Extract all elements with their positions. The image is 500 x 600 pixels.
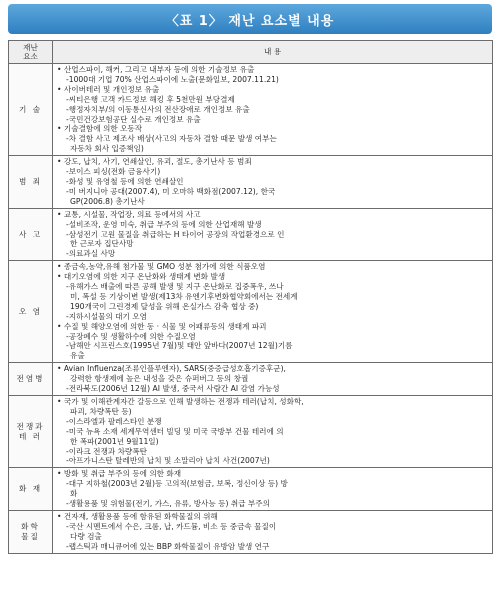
row-content (53, 208, 493, 261)
content-line: -이스라엘과 팔레스타인 분쟁 (66, 416, 162, 426)
header-category: 재난 요소 (9, 41, 53, 64)
table-row (9, 510, 493, 553)
table-title-bar (8, 4, 492, 34)
content-line: -남해안 시프린스호(1995년 7월)및 태안 앞바다(2007년 12월)기름 (66, 341, 293, 351)
content-line: -삼성전기 고원 물질을 취급하는 H 타이어 공장의 작업환경으로 인 (66, 229, 285, 239)
table-row (9, 261, 493, 363)
table-body (9, 64, 493, 554)
content-line: -랩스틱과 매니큐어에 있는 BBP 화학물질이 유방암 발생 연구 (66, 541, 270, 551)
table-header-row (9, 41, 493, 64)
content-line: • 기술결함에 의한 오동작 (57, 124, 143, 134)
row-category: 화학 물질 (9, 510, 53, 553)
content-line: 한 폭파(2001년 9월11일) (70, 436, 159, 446)
content-line: -미 버지니아 공대(2007.4), 미 오마하 백화점(2007.12), 한국 (66, 186, 276, 196)
row-category: 범 죄 (9, 156, 53, 209)
content-line: -공장폐수 및 생활하수에 의한 수질오염 (66, 331, 196, 341)
row-category: 전쟁과 테 러 (9, 396, 53, 468)
disaster-elements-table (8, 40, 493, 554)
content-line: 다량 검출 (70, 531, 102, 541)
content-line: -의료과실 사망 (66, 249, 116, 259)
table-row (9, 396, 493, 468)
content-line: -1000대 기업 70% 산업스파이에 노출(문화일보, 2007.11.21) (66, 74, 279, 84)
content-line: -생활용품 및 위험물(전기, 가스, 유류, 방사능 등) 취급 부주의 (66, 499, 270, 509)
content-line: • 강도, 납치, 사기, 연쇄살인, 유괴, 절도, 총기난사 등 범죄 (57, 157, 252, 167)
row-category: 사 고 (9, 208, 53, 261)
content-line: 파괴, 차량폭탄 등) (70, 406, 132, 416)
content-line: -지하시설물의 대기 오염 (66, 311, 147, 321)
row-content (53, 468, 493, 511)
content-line: 자동차 회사 입증책임) (70, 144, 144, 154)
content-line: -국민건강보험공단 실수로 개인정보 유출 (66, 114, 201, 124)
row-content (53, 396, 493, 468)
row-category: 화 재 (9, 468, 53, 511)
content-line: • 산업스파이, 해커, 그리고 내부자 등에 의한 기술정보 유출 (57, 65, 255, 74)
content-line: -차 결함 사고 제조사 배상(사고의 자동차 결함 때문 발생 여부는 (66, 134, 277, 144)
content-line: -국산 시멘트에서 수은, 크롬, 납, 카드뮴, 비소 등 중금속 물질이 (66, 521, 277, 531)
content-line: 190개국이 그린경제 달성을 위해 온실가스 감축 협상 중) (70, 301, 259, 311)
content-line: -미국 뉴욕 소재 세계무역센터 빌딩 및 미국 국방부 건물 테러에 의 (66, 426, 284, 436)
row-content (53, 261, 493, 363)
row-content (53, 64, 493, 156)
content-line: • 대기오염에 의한 지구 온난화와 생태계 변화 발생 (57, 272, 226, 282)
content-line: -아프가니스탄 탈레반의 납치 및 소말리아 납치 사건(2007년) (66, 456, 270, 466)
table-row (9, 156, 493, 209)
row-category: 기 술 (9, 64, 53, 156)
table-row (9, 363, 493, 396)
content-line: • 종금속,농약,유해 첨가물 및 GMO 성분 첨가에 의한 식품오염 (57, 262, 266, 272)
content-line: • 건자재, 생활용품 등에 함유된 화학물질의 위해 (57, 511, 218, 521)
table-row (9, 64, 493, 156)
content-line: 한 근로자 집단사망 (70, 239, 134, 249)
content-line: -씨티은행 고객 카드정보 해킹 후 5천만원 부당결제 (66, 94, 235, 104)
content-line: 화 (70, 489, 78, 499)
content-line: -전라북도(2006년 12월) AI 발생, 중국서 사람간 AI 감염 가능성 (66, 384, 280, 394)
table-row (9, 208, 493, 261)
content-line: -대구 지하철(2003년 2월)등 고의적(보험금, 보복, 정신이상 등) 방 (66, 479, 288, 489)
row-category: 오 염 (9, 261, 53, 363)
content-line: • 수질 및 해양오염에 의한 동 · 식물 및 어패류등의 생태계 파괴 (57, 321, 267, 331)
table-title: 〈표 1〉 재난 요소별 내용 (165, 13, 335, 29)
content-line: • 교통, 시설물, 작업장, 의료 등에서의 사고 (57, 209, 201, 219)
content-line: 강력한 항생제에 높은 내성을 갖은 슈퍼버그 등의 창궐 (70, 374, 249, 384)
content-line: • Avian Influenza(조류인플루엔자), SARS(중증급성호흡기증후군), (57, 364, 286, 374)
content-line: • 사이버테러 및 개인정보 유출 (57, 84, 160, 94)
content-line: -설비조작, 운영 미숙, 취급 부주의 등에 의한 산업재해 발생 (66, 219, 262, 229)
row-content (53, 363, 493, 396)
row-content (53, 510, 493, 553)
content-line: • 국가 및 이해관계자간 갈등으로 인해 발생하는 전쟁과 테러(납치, 성화학, (57, 397, 304, 406)
content-line: -행정자치부/의 이동통신사의 전산장애로 개인정보 유출 (66, 104, 250, 114)
content-line: 미, 폭설 등 기상이변 발생(제13차 유엔기후변화협약회에서는 전세계 (70, 291, 298, 301)
header-content: 내 용 (53, 41, 493, 64)
content-line: -보이스 피싱(전화 금융사기) (66, 167, 161, 177)
table-row (9, 468, 493, 511)
row-category: 전염병 (9, 363, 53, 396)
content-line: 유출 (70, 351, 85, 361)
content-line: GP(2006.8) 총기난사 (70, 196, 145, 206)
content-line: -유해가스 배출에 따른 공해 발생 및 지구 온난화로 집중폭우, 쓰나 (66, 282, 284, 292)
content-line: • 방화 및 취급 부주의 등에 의한 화재 (57, 469, 182, 479)
content-line: -이라크 전쟁과 차량폭탄 (66, 446, 147, 456)
row-content (53, 156, 493, 209)
content-line: -화성 및 유영철 등에 의한 연쇄살인 (66, 176, 184, 186)
